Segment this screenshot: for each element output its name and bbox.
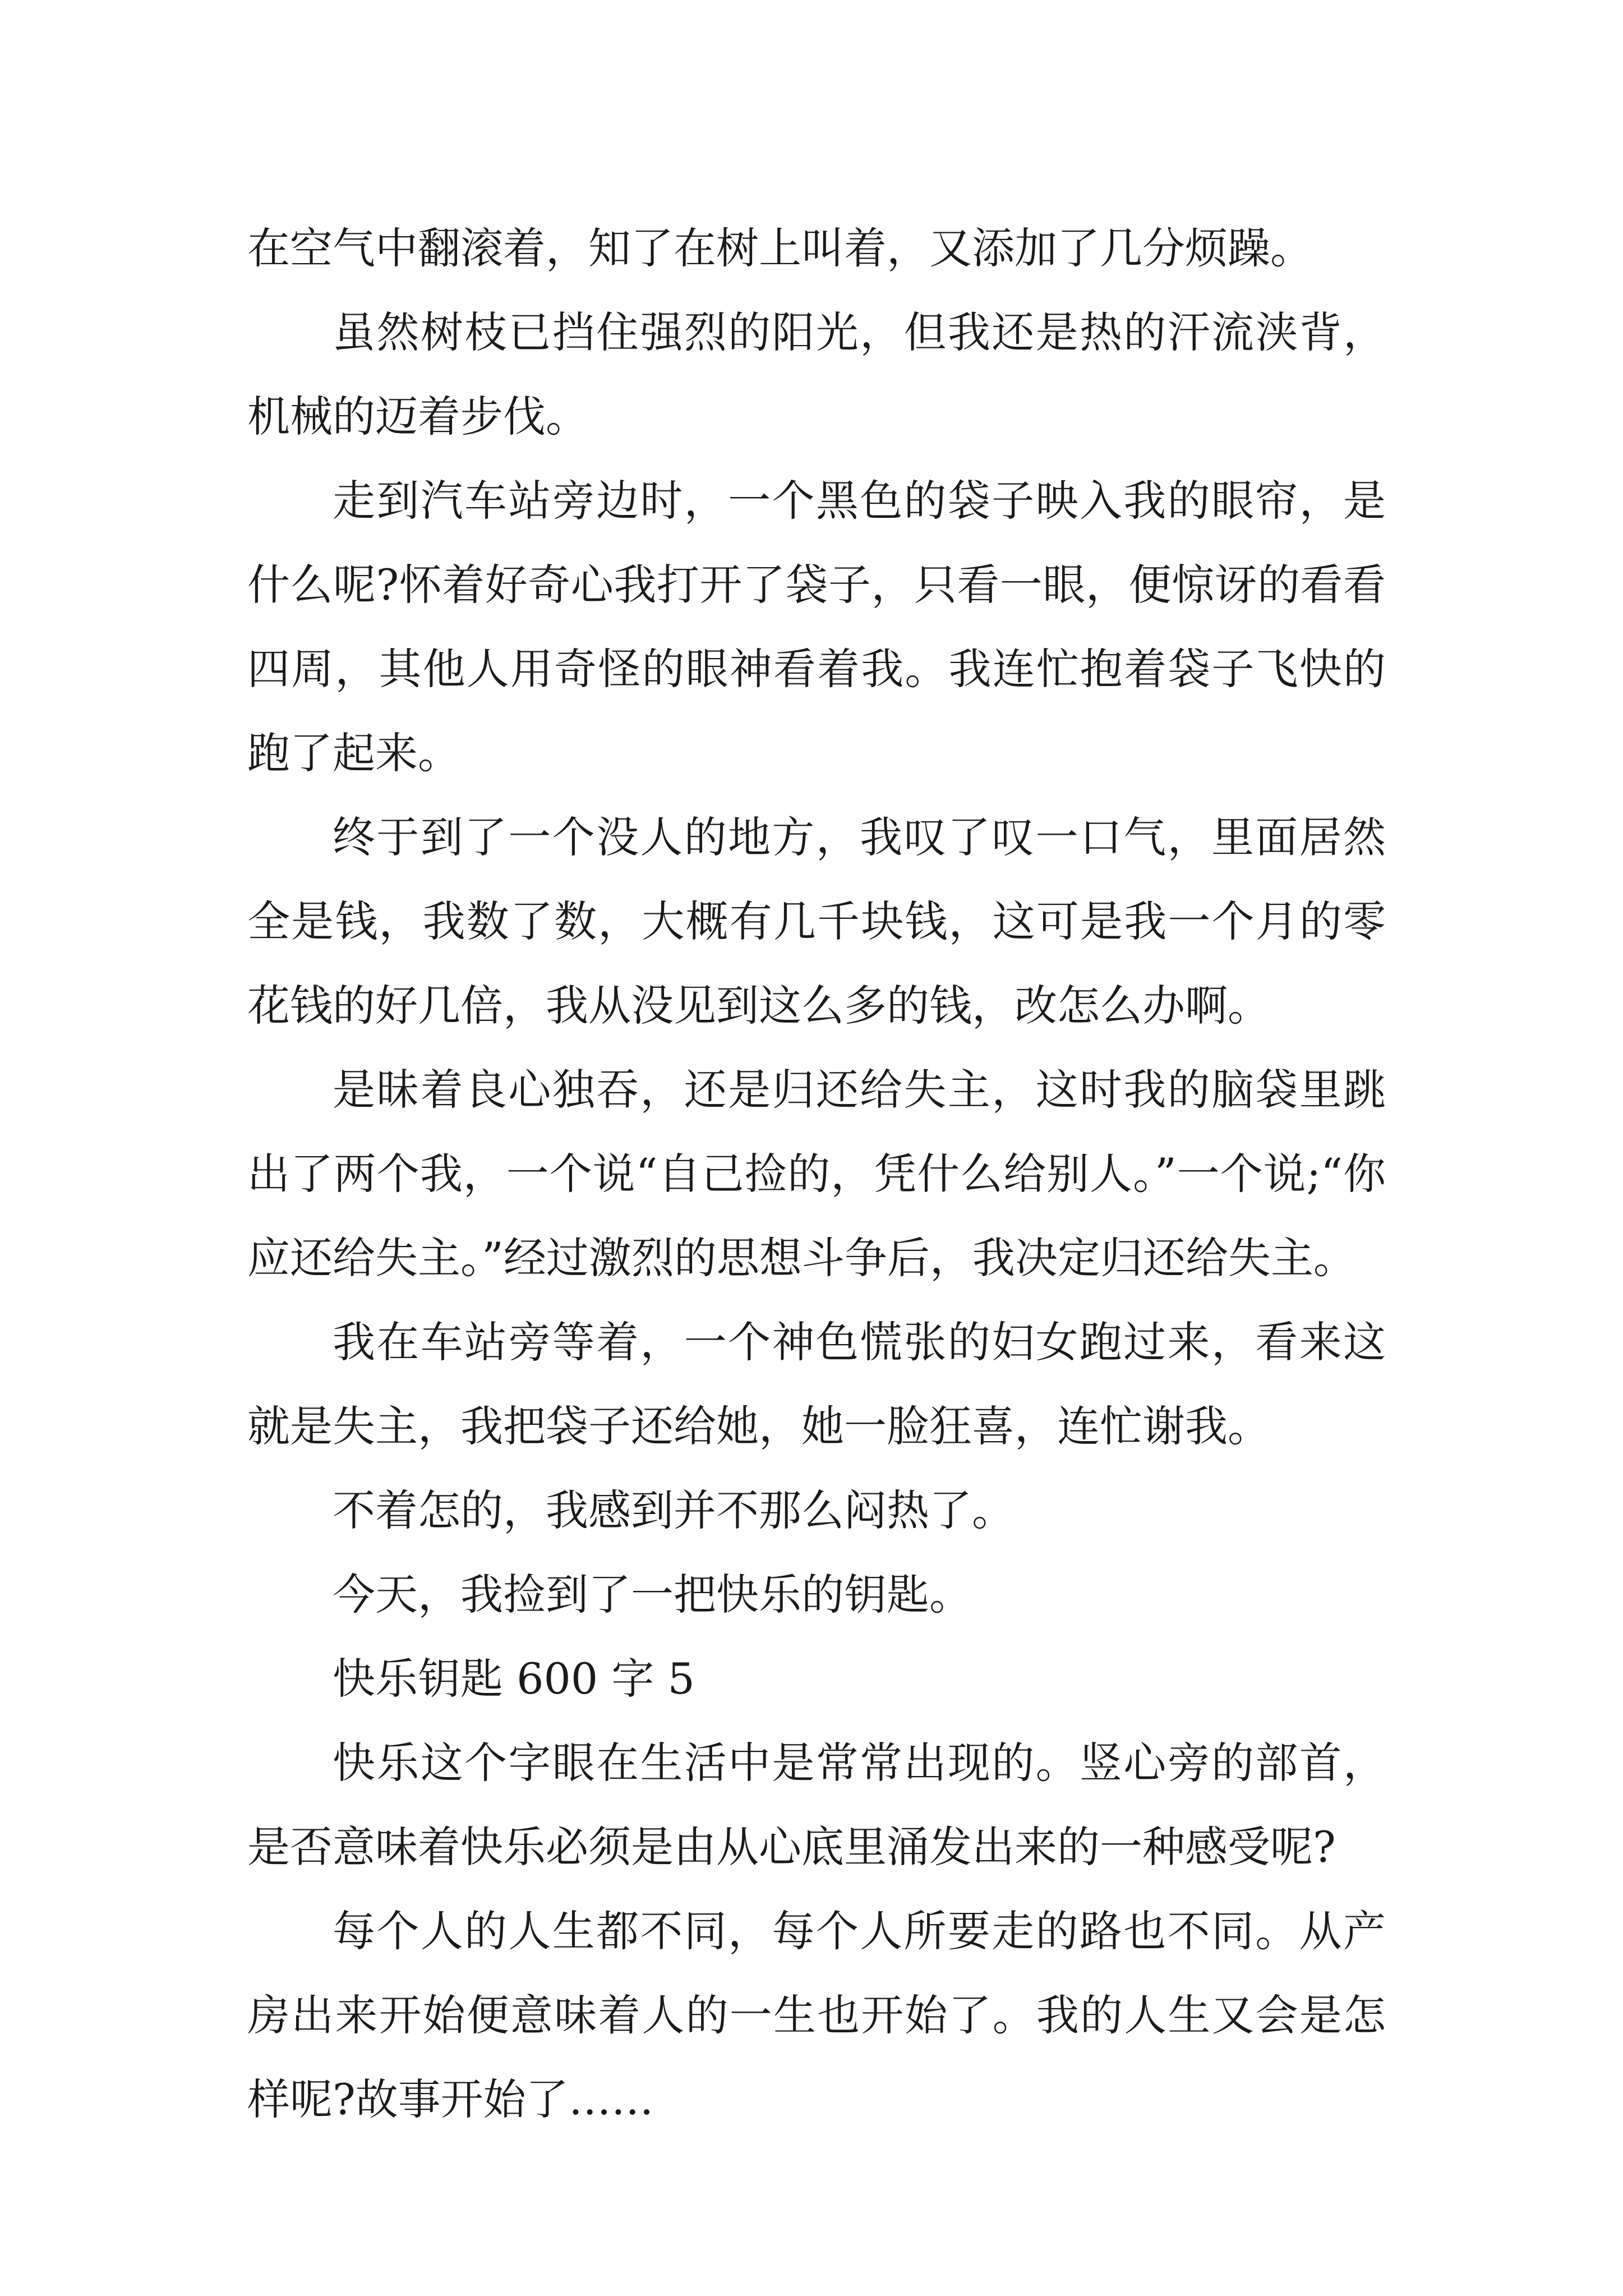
paragraph: 今天，我捡到了一把快乐的钥匙。 (333, 1570, 972, 1619)
section-title: 快乐钥匙 600 字 5 (333, 1654, 695, 1704)
paragraph: 是昧着良心独吞，还是归还给失主，这时我的脑袋里跳出了两个我，一个说“自己捡的，凭什么给别人。”一个说;“你应还给失主。”经过激烈的思想斗争后，我决定归还给失主。 (247, 1065, 1386, 1283)
paragraph: 快乐这个字眼在生活中是常常出现的。竖心旁的部首，是否意味着快乐必须是由从心底里涌发出来的一种感受呢? (247, 1738, 1386, 1872)
paragraph: 虽然树枝已挡住强烈的阳光，但我还是热的汗流浃背，机械的迈着步伐。 (247, 307, 1386, 441)
paragraph: 走到汽车站旁边时，一个黑色的袋子映入我的眼帘，是什么呢?怀着好奇心我打开了袋子，只看一眼，便惊讶的看看四周，其他人用奇怪的眼神看着我。我连忙抱着袋子飞快的跑了起来。 (247, 476, 1386, 778)
paragraph: 每个人的人生都不同，每个人所要走的路也不同。从产房出来开始便意味着人的一生也开始了。我的人生又会是怎样呢?故事开始了…… (247, 1906, 1386, 2124)
document-body (247, 206, 1386, 2142)
paragraph: 我在车站旁等着，一个神色慌张的妇女跑过来，看来这就是失主，我把袋子还给她，她一脸狂喜，连忙谢我。 (247, 1317, 1386, 1451)
paragraph: 不着怎的，我感到并不那么闷热了。 (333, 1485, 1015, 1535)
paragraph: 在空气中翻滚着，知了在树上叫着，又添加了几分烦躁。 (247, 223, 1313, 273)
paragraph: 终于到了一个没人的地方，我叹了叹一口气，里面居然全是钱，我数了数，大概有几千块钱，这可是我一个月的零花钱的好几倍，我从没见到这么多的钱，改怎么办啊。 (247, 812, 1386, 1030)
